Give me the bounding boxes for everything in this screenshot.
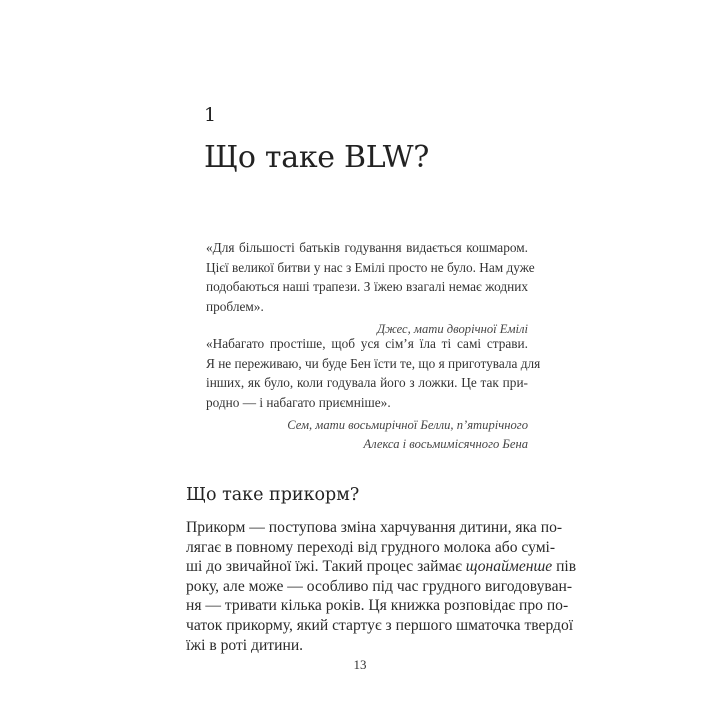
quote-attribution: Алекса і восьмимісячного Бена — [363, 437, 528, 451]
chapter-number: 1 — [204, 104, 217, 126]
text: Прикорм — поступова зміна харчування дитини, яка по- — [186, 519, 563, 536]
page-number: 13 — [353, 657, 367, 672]
text: ші до звичайної їжі. Такий процес займає — [186, 558, 466, 576]
quote-line: родно — і набагато приємніше». — [206, 394, 391, 410]
quote-line: подобаються наші трапези. З їжею взагалі немає жодних — [206, 279, 528, 294]
body-line — [186, 616, 574, 636]
text: року, але може — особливо під час грудного вигодовуван- — [186, 577, 573, 595]
body-line — [186, 538, 556, 558]
epigraph-quote-1 — [206, 238, 535, 339]
text: пів — [552, 558, 577, 576]
quote-attribution: Джес, мати дворічної Емілі — [377, 322, 528, 336]
quote-attribution: Сем, мати восьмирічної Белли, п’ятирічного — [287, 418, 528, 432]
emphasis-text: щонайменше — [465, 558, 553, 576]
text: лягає в повному переході від грудного молока або сумі- — [186, 538, 556, 556]
text: чаток прикорму, який стартує з першого шматочка твердої — [186, 616, 574, 634]
body-line — [186, 577, 573, 597]
body-line — [186, 557, 577, 577]
text: їжі в роті дитини. — [186, 636, 304, 654]
epigraph-quote-2 — [206, 334, 541, 454]
quote-line: Я не переживаю, чи буде Бен їсти те, що я приготувала для — [206, 355, 541, 371]
quote-line: інших, як було, коли годувала його з ложки. Це так при- — [206, 375, 528, 390]
quote-line: Цієї великої битви у нас з Емілі просто не було. Нам дуже — [206, 259, 535, 275]
body-paragraph — [186, 518, 577, 655]
text: ня — тривати кілька років. Ця книжка розповідає про по- — [186, 597, 569, 615]
section-heading: Що таке прикорм? — [186, 485, 360, 505]
body-line — [186, 596, 569, 616]
body-line — [186, 636, 528, 656]
body-line — [186, 518, 563, 538]
quote-line: проблем». — [206, 298, 264, 314]
chapter-title: Що таке BLW? — [204, 140, 430, 175]
quote-line: «Набагато простіше, щоб уся сім’я їла ті самі страви. — [206, 336, 528, 351]
quote-line: «Для більшості батьків годування видається кошмаром. — [206, 240, 528, 255]
